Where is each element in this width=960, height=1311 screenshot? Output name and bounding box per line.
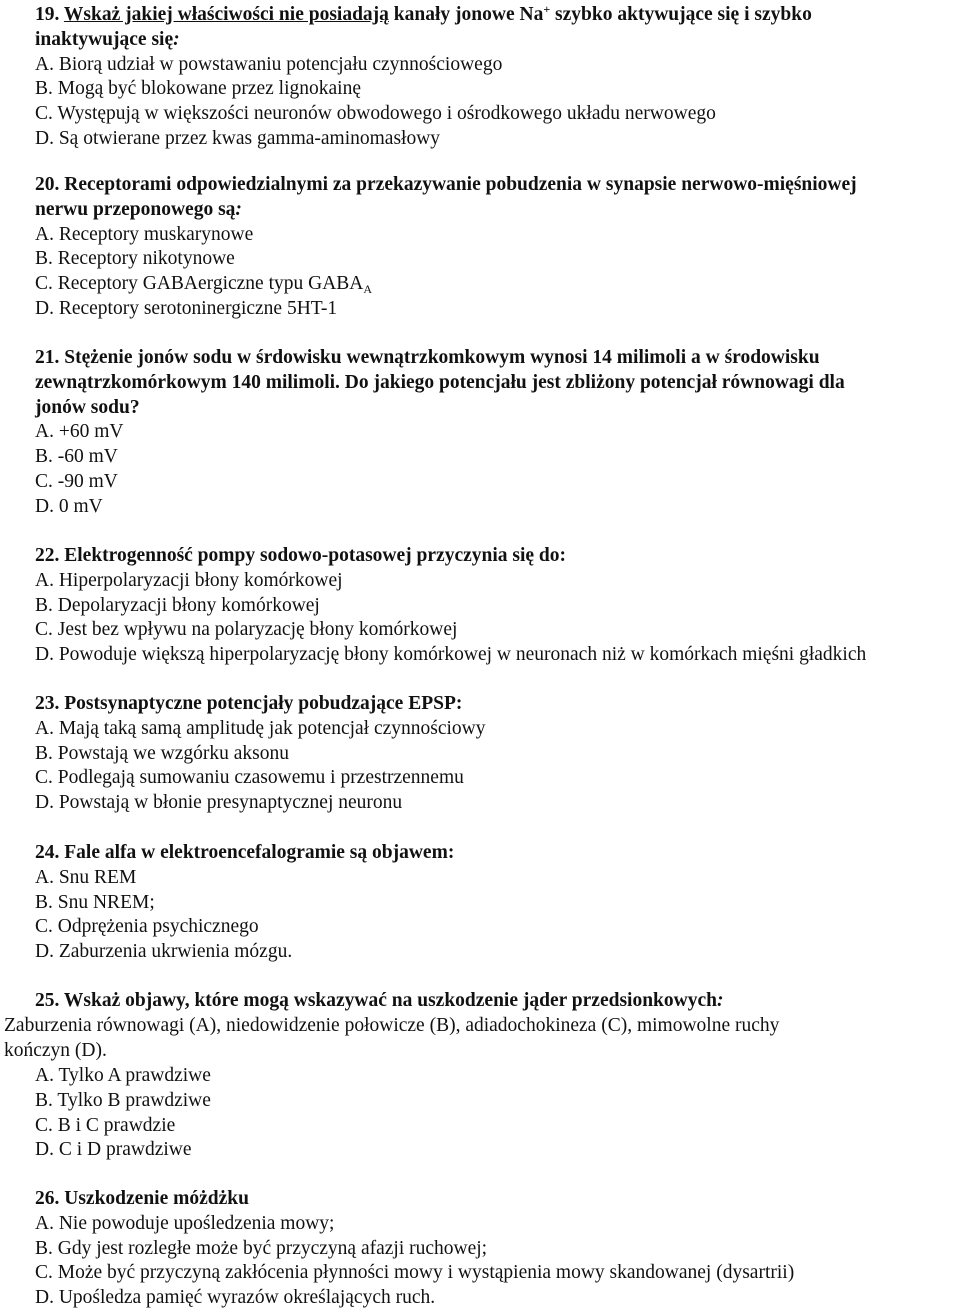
question-number: 20. — [35, 174, 60, 195]
question-number: 22. — [35, 545, 60, 566]
question-26 — [35, 1187, 960, 1311]
question-21-stem-line-3: jonów sodu? — [35, 396, 140, 418]
answer-d: D. Powoduje większą hiperpolaryzację błony komórkowej w neuronach niż w komórkach mięśni gładkich — [35, 644, 867, 666]
question-25-body-line-1: Zaburzenia równowagi (A), niedowidzenie połowicze (B), adiadochokineza (C), mimowolne ruchy — [4, 1015, 780, 1036]
question-19-stem-line-2-text: inaktywujące się — [35, 28, 174, 50]
question-19-stem-line-2 — [35, 28, 960, 53]
question-24-stem-text: Fale alfa w elektroencefalogramie są objawem: — [59, 842, 455, 863]
answer-c — [35, 272, 960, 297]
question-23-stem-text: Postsynaptyczne potencjały pobudzające EPSP: — [59, 693, 463, 714]
answer-a: A. +60 mV — [35, 421, 124, 443]
answer-b: B. -60 mV — [35, 446, 118, 468]
answer-d: D. Upośledza pamięć wyrazów określających ruch. — [35, 1287, 436, 1309]
question-20-stem-line-1 — [35, 173, 960, 198]
question-26-stem-text: Uszkodzenie móżdżku — [59, 1188, 249, 1209]
answer-c: C. Jest bez wpływu na polaryzację błony komórkowej — [35, 619, 458, 641]
question-20-stem-line-2-text: nerwu przeponowego są — [35, 198, 236, 220]
question-24 — [35, 841, 960, 965]
question-20-stem-text: Receptorami odpowiedzialnymi za przekazywanie pobudzenia w synapsie nerwowo-mięśniowej — [59, 174, 857, 195]
answer-c: C. Odprężenia psychicznego — [35, 916, 259, 938]
answer-c: C. Może być przyczyną zakłócenia płynności mowy i wystąpienia mowy skandowanej (dysartrii) — [35, 1262, 795, 1284]
answer-a: A. Hiperpolaryzacji błony komórkowej — [35, 569, 343, 591]
answer-b: B. Snu NREM; — [35, 891, 155, 913]
question-22-stem-text: Elektrogenność pompy sodowo-potasowej przyczynia się do: — [59, 545, 567, 566]
answer-a: A. Receptory muskarynowe — [35, 223, 254, 245]
question-21-stem-line-2: zewnątrzkomórkowym 140 milimoli. Do jakiego potencjału jest zbliżony potencjał równowagi dla — [35, 371, 845, 393]
question-22 — [35, 544, 960, 668]
question-23-stem — [35, 692, 960, 717]
question-26-stem — [35, 1187, 960, 1212]
answer-a: A. Mają taką samą amplitudę jak potencjał czynnościowy — [35, 717, 486, 739]
answer-d: D. Powstają w błonie presynaptycznej neuronu — [35, 792, 403, 814]
question-20-stem-colon: : — [235, 198, 242, 220]
answer-b: B. Tylko B prawdziwe — [35, 1089, 211, 1111]
question-25 — [35, 989, 960, 1014]
answer-b: B. Powstają we wzgórku aksonu — [35, 742, 290, 764]
question-21-stem-text-1: Stężenie jonów sodu w śrdowisku wewnątrzkomkowym wynosi 14 milimoli a w środowisku — [59, 347, 820, 368]
answer-d: D. C i D prawdziwe — [35, 1139, 192, 1161]
answer-b: B. Gdy jest rozległe może być przyczyną afazji ruchowej; — [35, 1237, 488, 1259]
answer-d: D. Receptory serotoninergiczne 5HT-1 — [35, 297, 338, 319]
question-21-stem-line-1 — [35, 346, 960, 371]
question-20-stem-line-2 — [35, 198, 960, 223]
question-25-stem-text: Wskaż objawy, które mogą wskazywać na uszkodzenie jąder przedsionkowych — [59, 990, 717, 1011]
answer-c-text: C. Receptory GABAergiczne typu GABA — [35, 273, 364, 295]
answer-a: A. Nie powoduje upośledzenia mowy; — [35, 1212, 335, 1234]
question-25-stem-colon: : — [717, 990, 724, 1011]
answer-c: C. Podlegają sumowaniu czasowemu i przestrzennemu — [35, 767, 464, 789]
answer-c: C. -90 mV — [35, 470, 118, 492]
answer-d: D. 0 mV — [35, 495, 103, 517]
question-22-stem — [35, 544, 960, 569]
answer-c-subscript: A — [363, 282, 373, 297]
question-number: 26. — [35, 1188, 60, 1209]
question-19-stem-sup: + — [543, 2, 551, 16]
answer-d: D. Zaburzenia ukrwienia mózgu. — [35, 941, 293, 963]
answer-a: A. Biorą udział w powstawaniu potencjału czynnościowego — [35, 53, 503, 75]
answer-a: A. Tylko A prawdziwe — [35, 1065, 211, 1086]
question-25-stem — [35, 989, 960, 1014]
question-19-stem-line-1 — [35, 3, 960, 28]
question-25-body — [4, 1014, 954, 1064]
question-25-body-line-2: kończyn (D). — [4, 1039, 107, 1061]
question-19-stem-colon: : — [173, 28, 180, 50]
question-25-answers — [35, 1064, 960, 1163]
question-24-stem — [35, 841, 960, 866]
question-19-stem-mid: kanały jonowe Na — [388, 4, 544, 25]
question-19-stem-post: szybko aktywujące się i szybko — [550, 4, 812, 25]
answer-d: D. Są otwierane przez kwas gamma-aminomasłowy — [35, 127, 441, 149]
answer-b: B. Mogą być blokowane przez lignokainę — [35, 78, 361, 100]
question-number: 21. — [35, 347, 60, 368]
question-number: 19. — [35, 4, 60, 25]
question-23 — [35, 692, 960, 816]
answer-b: B. Receptory nikotynowe — [35, 248, 235, 270]
question-19-stem-underlined: Wskaż jakiej właściwości nie posiadają — [63, 4, 389, 25]
question-21 — [35, 346, 960, 520]
answer-a: A. Snu REM — [35, 866, 137, 888]
answer-b: B. Depolaryzacji błony komórkowej — [35, 594, 320, 616]
question-number: 25. — [35, 990, 60, 1011]
question-number: 23. — [35, 693, 60, 714]
question-number: 24. — [35, 842, 60, 863]
answer-c: C. B i C prawdzie — [35, 1114, 176, 1136]
question-20 — [35, 173, 960, 322]
answer-c: C. Występują w większości neuronów obwodowego i ośrodkowego układu nerwowego — [35, 103, 716, 125]
question-19 — [35, 3, 960, 152]
